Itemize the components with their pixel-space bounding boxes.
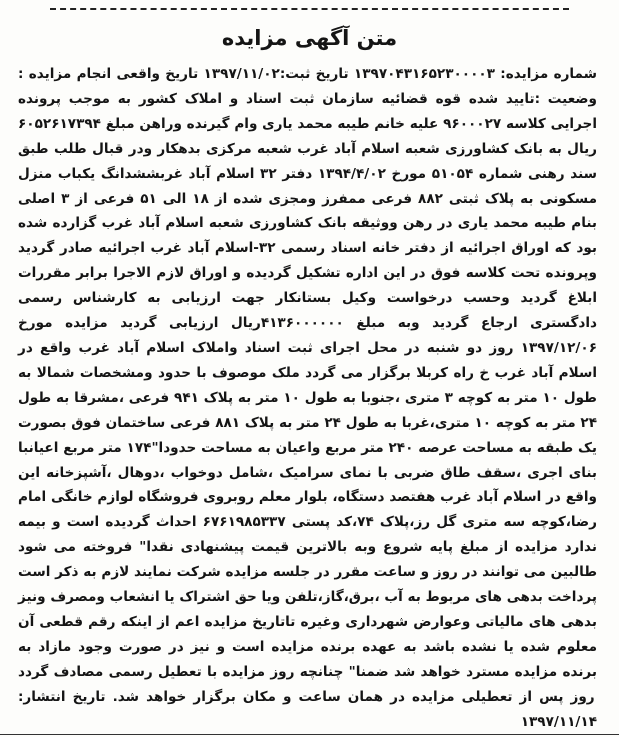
notice-body: [18, 62, 597, 734]
top-dashed-divider: [50, 8, 569, 10]
publish-label: تاریخ انتشار:: [18, 688, 106, 705]
publish-date: ۱۳۹۷/۱۱/۱۴: [520, 713, 597, 730]
bottom-divider: [0, 734, 619, 735]
notice-header-line: شماره مزایده: ۱۳۹۷۰۴۳۱۶۵۲۳۰۰۰۰۳ تاریخ ثبت:۱۳۹۷/۱۱/۰۲ تاریخ: [159, 66, 598, 82]
notice-body-text: واقعی انجام مزایده : وضعیت :تایید شده قوه قضائیه سازمان ثبت اسناد و املاک کشور به موجب پرونده اجرایی کلاسه ۹۶۰۰۰۲۷ علیه خانم طیبه محمد یاری وام گیرنده وراهن مبلغ ۶۰۵۲۶۱۷۳۹۴ ریال به بانک کشاورزی شعبه اسلام آباد غرب شعبه مرکزی بدهکار ودر قبال طلب طبق سند رهنی شماره ۵۱۰۵۴ مورخ ۱۳۹۴/۴/۰۲ دفتر ۳۲ اسلام آباد غربششدانگ یکباب منزل مسکونی به پلاک ثبتی ۸۸۲ فرعی ممفرز ومجزی شده از ۱۸ الی ۵۱ فرعی از ۳ اصلی بنام طیبه محمد یاری در رهن ووثیقه بانک کشاورزی شعبه اسلام آباد غرب گزارده شده بود که اوراق اجرائیه از دفتر خانه اسناد رسمی ۳۲-اسلام آباد غرب اجرائیه صادر گردید وپرونده تحت کلاسه فوق در این اداره تشکیل گردیده و اوراق لازم الاجرا برابر مقررات ابلاغ گردید وحسب درخواست وکیل بستانکار جهت ارزیابی به کارشناس رسمی دادگستری ارجاع گردید وبه مبلغ ۴۱۳۶۰۰۰۰۰۰ریال ارزیابی گردید مزایده مورخ ۱۳۹۷/۱۲/۰۶ روز دو شنبه در محل اجرای ثبت اسناد واملاک اسلام آباد غرب واقع در اسلام آباد غرب خ راه کربلا برگزار می گردد ملک موصوف با حدود ومشخصات شمالا به طول ۱۰ متر به کوچه ۳ متری ،جنوبا به طول ۱۰ متر به پلاک ۹۴۱ فرعی ،مشرقا به طول ۲۴ متر به کوچه ۱۰ متری،غربا به طول ۲۴ متر به پلاک ۸۸۱ فرعی ساختمان فوق بصورت یک طبقه به مساحت عرصه ۲۴۰ متر مربع واعیان به مساحت حدودا"۱۷۴ متر مربع اعیانبا بنای اجری ،سقف طاق ضربی با نمای سرامیک ،شامل دوخواب ،دوهال ،آشپزخانه این واقع در اسلام آباد غرب هفتصد دستگاه، بلوار معلم روبروی فروشگاه لوازم خانگی امام رضا،کوچه سه متری گل رز،پلاک ۷۴،کد پستی ۶۷۶۱۹۸۵۳۳۷ احداث گردیده است و بیمه ندارد مزایده از مبلغ پایه شروع وبه بالاترین قیمت پیشنهادی نقدا" فروخته می شود طالبین می توانند در روز و ساعت مقرر در جلسه مزایده شرکت نمایند لازم به ذکر است پرداخت بدهی های مربوط به آب ،برق،گاز،تلفن ویا حق اشتراک یا انشعاب ومصرف ونیز بدهی های مالیاتی وعوارض شهرداری وغیره تاتاریخ مزایده اعم از اینکه رقم قطعی آن معلوم شده یا نشده باشد به عهده برنده مزایده است و نیز در صورت وجود مازاد به برنده مزایده مسترد خواهد شد ضمنا" چنانچه روز مزایده با تعطیل رسمی مصادف گردد روز پس از تعطیلی مزایده در همان ساعت و مکان برگزار خواهد شد.: [18, 66, 598, 705]
notice-title: متن آگهی مزایده: [221, 26, 398, 50]
